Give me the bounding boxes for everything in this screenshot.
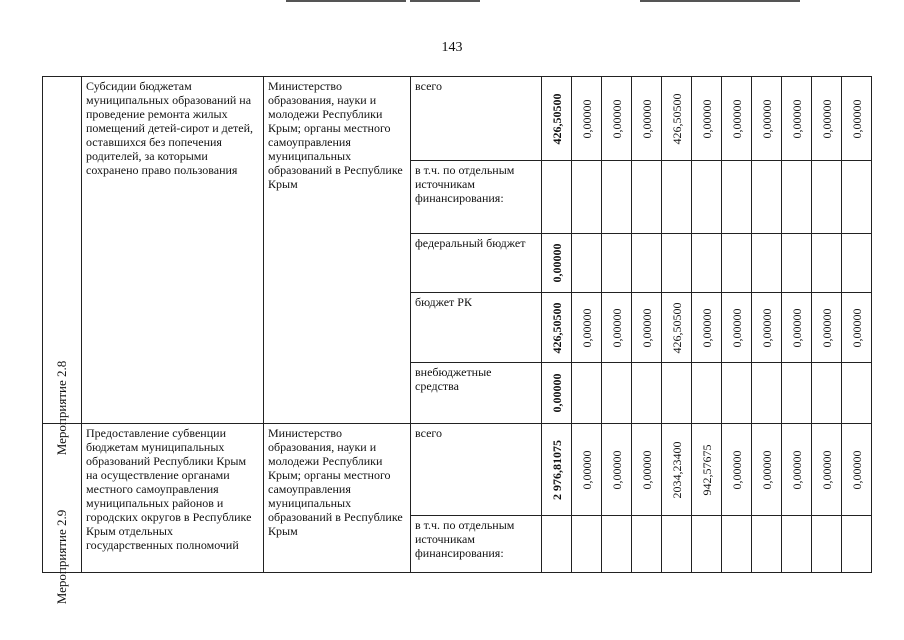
value-cell: 0,00000 [842,424,872,516]
value-cell [632,234,662,293]
value-cell: 0,00000 [602,424,632,516]
value-cell [632,516,662,573]
value-cell [722,363,752,424]
table-row [43,77,872,161]
value-cell [692,161,722,234]
value-cell: 0,00000 [602,293,632,363]
description-cell: Субсидии бюджетам муниципальных образований на проведение ремонта жилых помещений детей-сирот и детей, оставшихся без попечения родителей, за которыми сохранено право пользования [82,77,264,424]
value-cell [752,516,782,573]
total-cell: 2 976,81075 [542,424,572,516]
value-cell: 942,57675 [692,424,722,516]
measure-label: Мероприятие 2.9 [54,509,69,605]
value-cell: 0,00000 [782,293,812,363]
description-cell: Предоставление субвенции бюджетам муниципальных образований Республики Крым на осуществление органами местного самоуправления муниципальных районов и городских округов в Республике Крым отдельных государственных полномочий [82,424,264,573]
value-cell [812,161,842,234]
total-cell: 0,00000 [542,234,572,293]
value-cell [842,161,872,234]
value-cell [632,363,662,424]
scan-top-line-3 [640,0,800,2]
value-cell: 0,00000 [722,424,752,516]
value-cell [752,161,782,234]
value-cell [602,516,632,573]
value-cell [602,234,632,293]
value-cell: 0,00000 [782,424,812,516]
value-cell: 0,00000 [722,293,752,363]
value-cell: 0,00000 [692,77,722,161]
executor-cell: Министерство образования, науки и молодежи Республики Крым; органы местного самоуправления муниципальных образований в Республике Крым [264,77,411,424]
value-cell [782,234,812,293]
value-cell [692,516,722,573]
value-cell [662,363,692,424]
value-cell [782,516,812,573]
total-cell: 426,50500 [542,77,572,161]
source-label: бюджет РК [411,293,542,363]
value-cell [722,516,752,573]
source-label: в т.ч. по отдельным источникам финансирования: [411,161,542,234]
value-cell: 0,00000 [572,424,602,516]
value-cell [722,161,752,234]
value-cell [842,516,872,573]
value-cell: 0,00000 [722,77,752,161]
value-cell [662,234,692,293]
value-cell: 0,00000 [632,424,662,516]
value-cell: 0,00000 [812,77,842,161]
table-row [43,424,872,516]
value-cell [602,161,632,234]
value-cell [752,363,782,424]
value-cell: 0,00000 [572,293,602,363]
value-cell: 0,00000 [782,77,812,161]
total-cell [542,161,572,234]
value-cell [782,161,812,234]
value-cell [812,516,842,573]
value-cell: 0,00000 [842,293,872,363]
total-cell: 426,50500 [542,293,572,363]
source-label: всего [411,424,542,516]
value-cell [782,363,812,424]
value-cell: 0,00000 [572,77,602,161]
value-cell [842,363,872,424]
value-cell: 0,00000 [632,293,662,363]
value-cell [722,234,752,293]
total-cell [542,516,572,573]
value-cell: 426,50500 [662,293,692,363]
source-label: всего [411,77,542,161]
value-cell: 0,00000 [842,77,872,161]
value-cell [812,234,842,293]
value-cell [752,234,782,293]
value-cell [662,516,692,573]
value-cell [632,161,662,234]
value-cell [842,234,872,293]
value-cell: 0,00000 [752,77,782,161]
value-cell: 0,00000 [602,77,632,161]
funding-table [42,76,872,605]
total-cell: 0,00000 [542,363,572,424]
source-label: внебюджетные средства [411,363,542,424]
scan-top-line-2 [410,0,480,2]
value-cell [572,234,602,293]
value-cell: 0,00000 [812,424,842,516]
value-cell [812,363,842,424]
value-cell [692,234,722,293]
measure-cell [43,424,82,605]
value-cell: 2034,23400 [662,424,692,516]
page-number: 143 [441,40,463,55]
scan-top-line-1 [286,0,406,2]
value-cell [692,363,722,424]
value-cell [602,363,632,424]
value-cell [572,516,602,573]
value-cell [662,161,692,234]
value-cell [572,161,602,234]
value-cell [572,363,602,424]
value-cell: 0,00000 [752,424,782,516]
value-cell: 0,00000 [692,293,722,363]
measure-label: Мероприятие 2.8 [54,360,69,456]
value-cell: 426,50500 [662,77,692,161]
source-label: федеральный бюджет [411,234,542,293]
value-cell: 0,00000 [752,293,782,363]
value-cell: 0,00000 [632,77,662,161]
value-cell: 0,00000 [812,293,842,363]
measure-cell [43,77,82,456]
executor-cell: Министерство образования, науки и молодежи Республики Крым; органы местного самоуправления муниципальных образований в Республике Крым [264,424,411,573]
source-label: в т.ч. по отдельным источникам финансирования: [411,516,542,573]
